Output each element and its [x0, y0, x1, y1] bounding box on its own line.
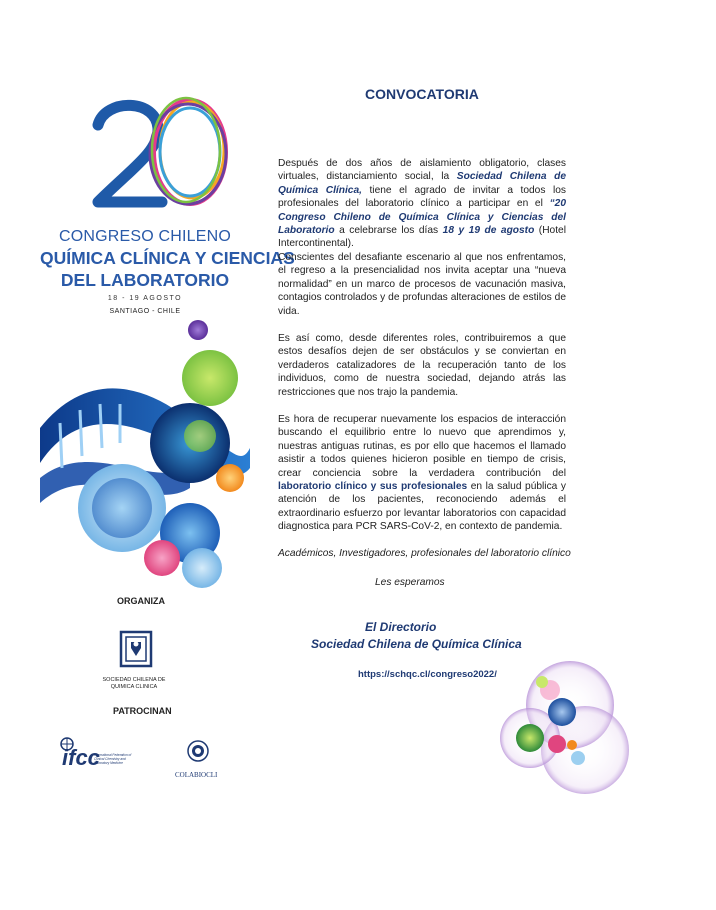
paragraph-2: Conscientes del desafiante escenario al que nos enfrentamos, el regreso a la presencialidad nos invita aceptar una “nueva normalidad” en un marco de procesos de vacunación masiva, contagios controlados y de profundas alteraciones de estilos de vida.: [278, 252, 566, 317]
colabiocli-emblem: [187, 740, 209, 768]
dna-bubbles-artwork: [40, 318, 250, 608]
p4-text-a: Es hora de recuperar nuevamente los espacios de interacción buscando el equilibrio entre lo nuevo que aprendimos y, nuestras antiguas rutinas, es por ello que hacemos el llamado asistir a todos quienes hicieron posible en tiempo de crisis, crear conciencia sobre la verdadera contribución del: [278, 414, 566, 479]
congress-city: SANTIAGO - CHILE: [109, 308, 181, 315]
organiza-label: ORGANIZA: [117, 596, 165, 606]
p1-text-e: a celebrarse los días: [334, 225, 443, 237]
patrocinan-label: PATROCINAN: [113, 706, 172, 716]
dates-emphasis: 18 y 19 de agosto: [442, 225, 535, 237]
organizer-name-line1: SOCIEDAD CHILENA DE: [102, 677, 166, 683]
p4-text-c: en la salud pública y atención de los pacientes, reconociendo además el extraordinario esfuerzo por levantar laboratorios con capacidad diagnostica para PCR SARS-CoV-2, en contexto de pandemia.: [278, 481, 566, 533]
congress-title-line2: QUÍMICA CLÍNICA Y CIENCIAS: [40, 248, 295, 268]
paragraph-4: [278, 413, 566, 534]
organizer-name-line2: QUIMICA CLINICA: [110, 683, 158, 690]
ifcc-subtitle: International Federation of Clinical Chemistry and Laboratory Medicine: [94, 753, 132, 765]
page-title: CONVOCATORIA: [365, 86, 479, 102]
congress-poster: [40, 90, 295, 630]
p1-text-a: Después de dos años de aislamiento obligatorio, clases virtuales, distanciamiento social, la: [278, 158, 566, 183]
congress-20-logo: [40, 90, 250, 225]
ifcc-logo: [60, 737, 130, 787]
paragraph-1: [278, 157, 566, 251]
closing-line: Les esperamos: [375, 577, 445, 588]
signature-directorio: El Directorio: [365, 620, 437, 634]
society-name-emphasis: Sociedad Chilena de Química Clínica,: [278, 171, 566, 196]
congress-title-line3: DEL LABORATORIO: [60, 270, 230, 290]
organizer-name: [92, 677, 176, 690]
decorative-bubbles: [490, 650, 635, 800]
signature-society: Sociedad Chilena de Química Clínica: [311, 637, 522, 651]
congress-link[interactable]: https://schqc.cl/congreso2022/: [358, 669, 497, 680]
p1-text-c: tiene el agrado de invitar a todos los profesionales del laboratorio clínico a participar en el: [278, 184, 566, 210]
laboratory-emphasis: laboratorio clínico y sus profesionales: [278, 481, 468, 493]
audience-line: Académicos, Investigadores, profesionales del laboratorio clínico: [278, 548, 571, 559]
paragraph-3: Es así como, desde diferentes roles, contribuiremos a que estos desafíos dejen de ser obstáculos y se conviertan en verdaderos catalizadores de la recuperación tanto de los individuos, como de nuestra sociedad, dejando atrás las restricciones que nos trajo la pandemia.: [278, 333, 566, 398]
ifcc-wordmark: ifcc: [62, 745, 100, 770]
organizer-logo: [117, 630, 155, 674]
congress-name-emphasis: “20 Congreso Chileno de Química Clínica y Ciencias del Laboratorio: [278, 198, 566, 237]
p1-text-g: (Hotel Intercontinental).: [278, 225, 566, 250]
congress-dates: 18 - 19 AGOSTO: [107, 295, 183, 302]
congress-title-line1: CONGRESO CHILENO: [58, 228, 232, 245]
colabiocli-name: COLABIOCLI: [175, 771, 218, 779]
